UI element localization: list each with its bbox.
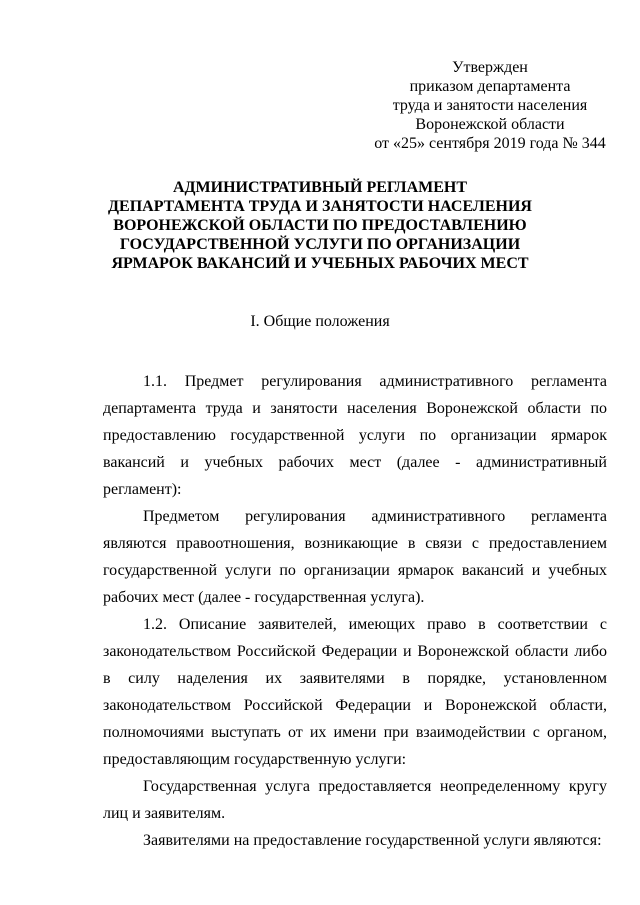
approval-line-approved: Утвержден xyxy=(452,59,528,76)
paragraph-subject: Предметом регулирования административного регламента являются правоотношения, возникающие в связи с предоставлением государственной услуги по организации ярмарок вакансий и учебных рабочих мест (далее - государственная услуга). xyxy=(103,508,607,606)
paragraph-applicants: Заявителями на предоставление государственной услуги являются: xyxy=(143,832,602,849)
paragraph-1-2: 1.2. Описание заявителей, имеющих право в соответствии с законодательством Российской Федерации и Воронежской области либо в силу наделения их заявителями в порядке, установленном законодательством Российской Федерации и Воронежской области, полномочиями выступать от их имени при взаимодействии с органом, предоставляющим государственную услуги: xyxy=(103,616,607,768)
paragraph-service-recipients: Государственная услуга предоставляется неопределенному кругу лиц и заявителям. xyxy=(103,778,607,822)
title-line: ДЕПАРТАМЕНТА ТРУДА И ЗАНЯТОСТИ НАСЕЛЕНИЯ xyxy=(108,198,532,215)
approval-line-department: труда и занятости населения xyxy=(392,97,588,114)
document-title xyxy=(100,178,540,273)
section-heading: I. Общие положения xyxy=(250,313,390,330)
approval-line-region: Воронежской области xyxy=(415,116,565,133)
document-body xyxy=(103,368,607,854)
title-line: ЯРМАРОК ВАКАНСИЙ И УЧЕБНЫХ РАБОЧИХ МЕСТ xyxy=(111,255,529,272)
approval-line-order: приказом департамента xyxy=(409,78,571,95)
title-line: ВОРОНЕЖСКОЙ ОБЛАСТИ ПО ПРЕДОСТАВЛЕНИЮ xyxy=(113,217,527,234)
paragraph-1-1: 1.1. Предмет регулирования административного регламента департамента труда и занятости населения Воронежской области по предоставлению государственной услуги по организации ярмарок вакансий и учебных рабочих мест (далее - административный регламент): xyxy=(103,373,607,498)
approval-line-date-number: от «25» сентября 2019 года № 344 xyxy=(374,135,606,152)
title-line: АДМИНИСТРАТИВНЫЙ РЕГЛАМЕНТ xyxy=(172,179,468,196)
title-line: ГОСУДАРСТВЕННОЙ УСЛУГИ ПО ОРГАНИЗАЦИИ xyxy=(119,236,521,253)
approval-stamp xyxy=(370,58,610,153)
